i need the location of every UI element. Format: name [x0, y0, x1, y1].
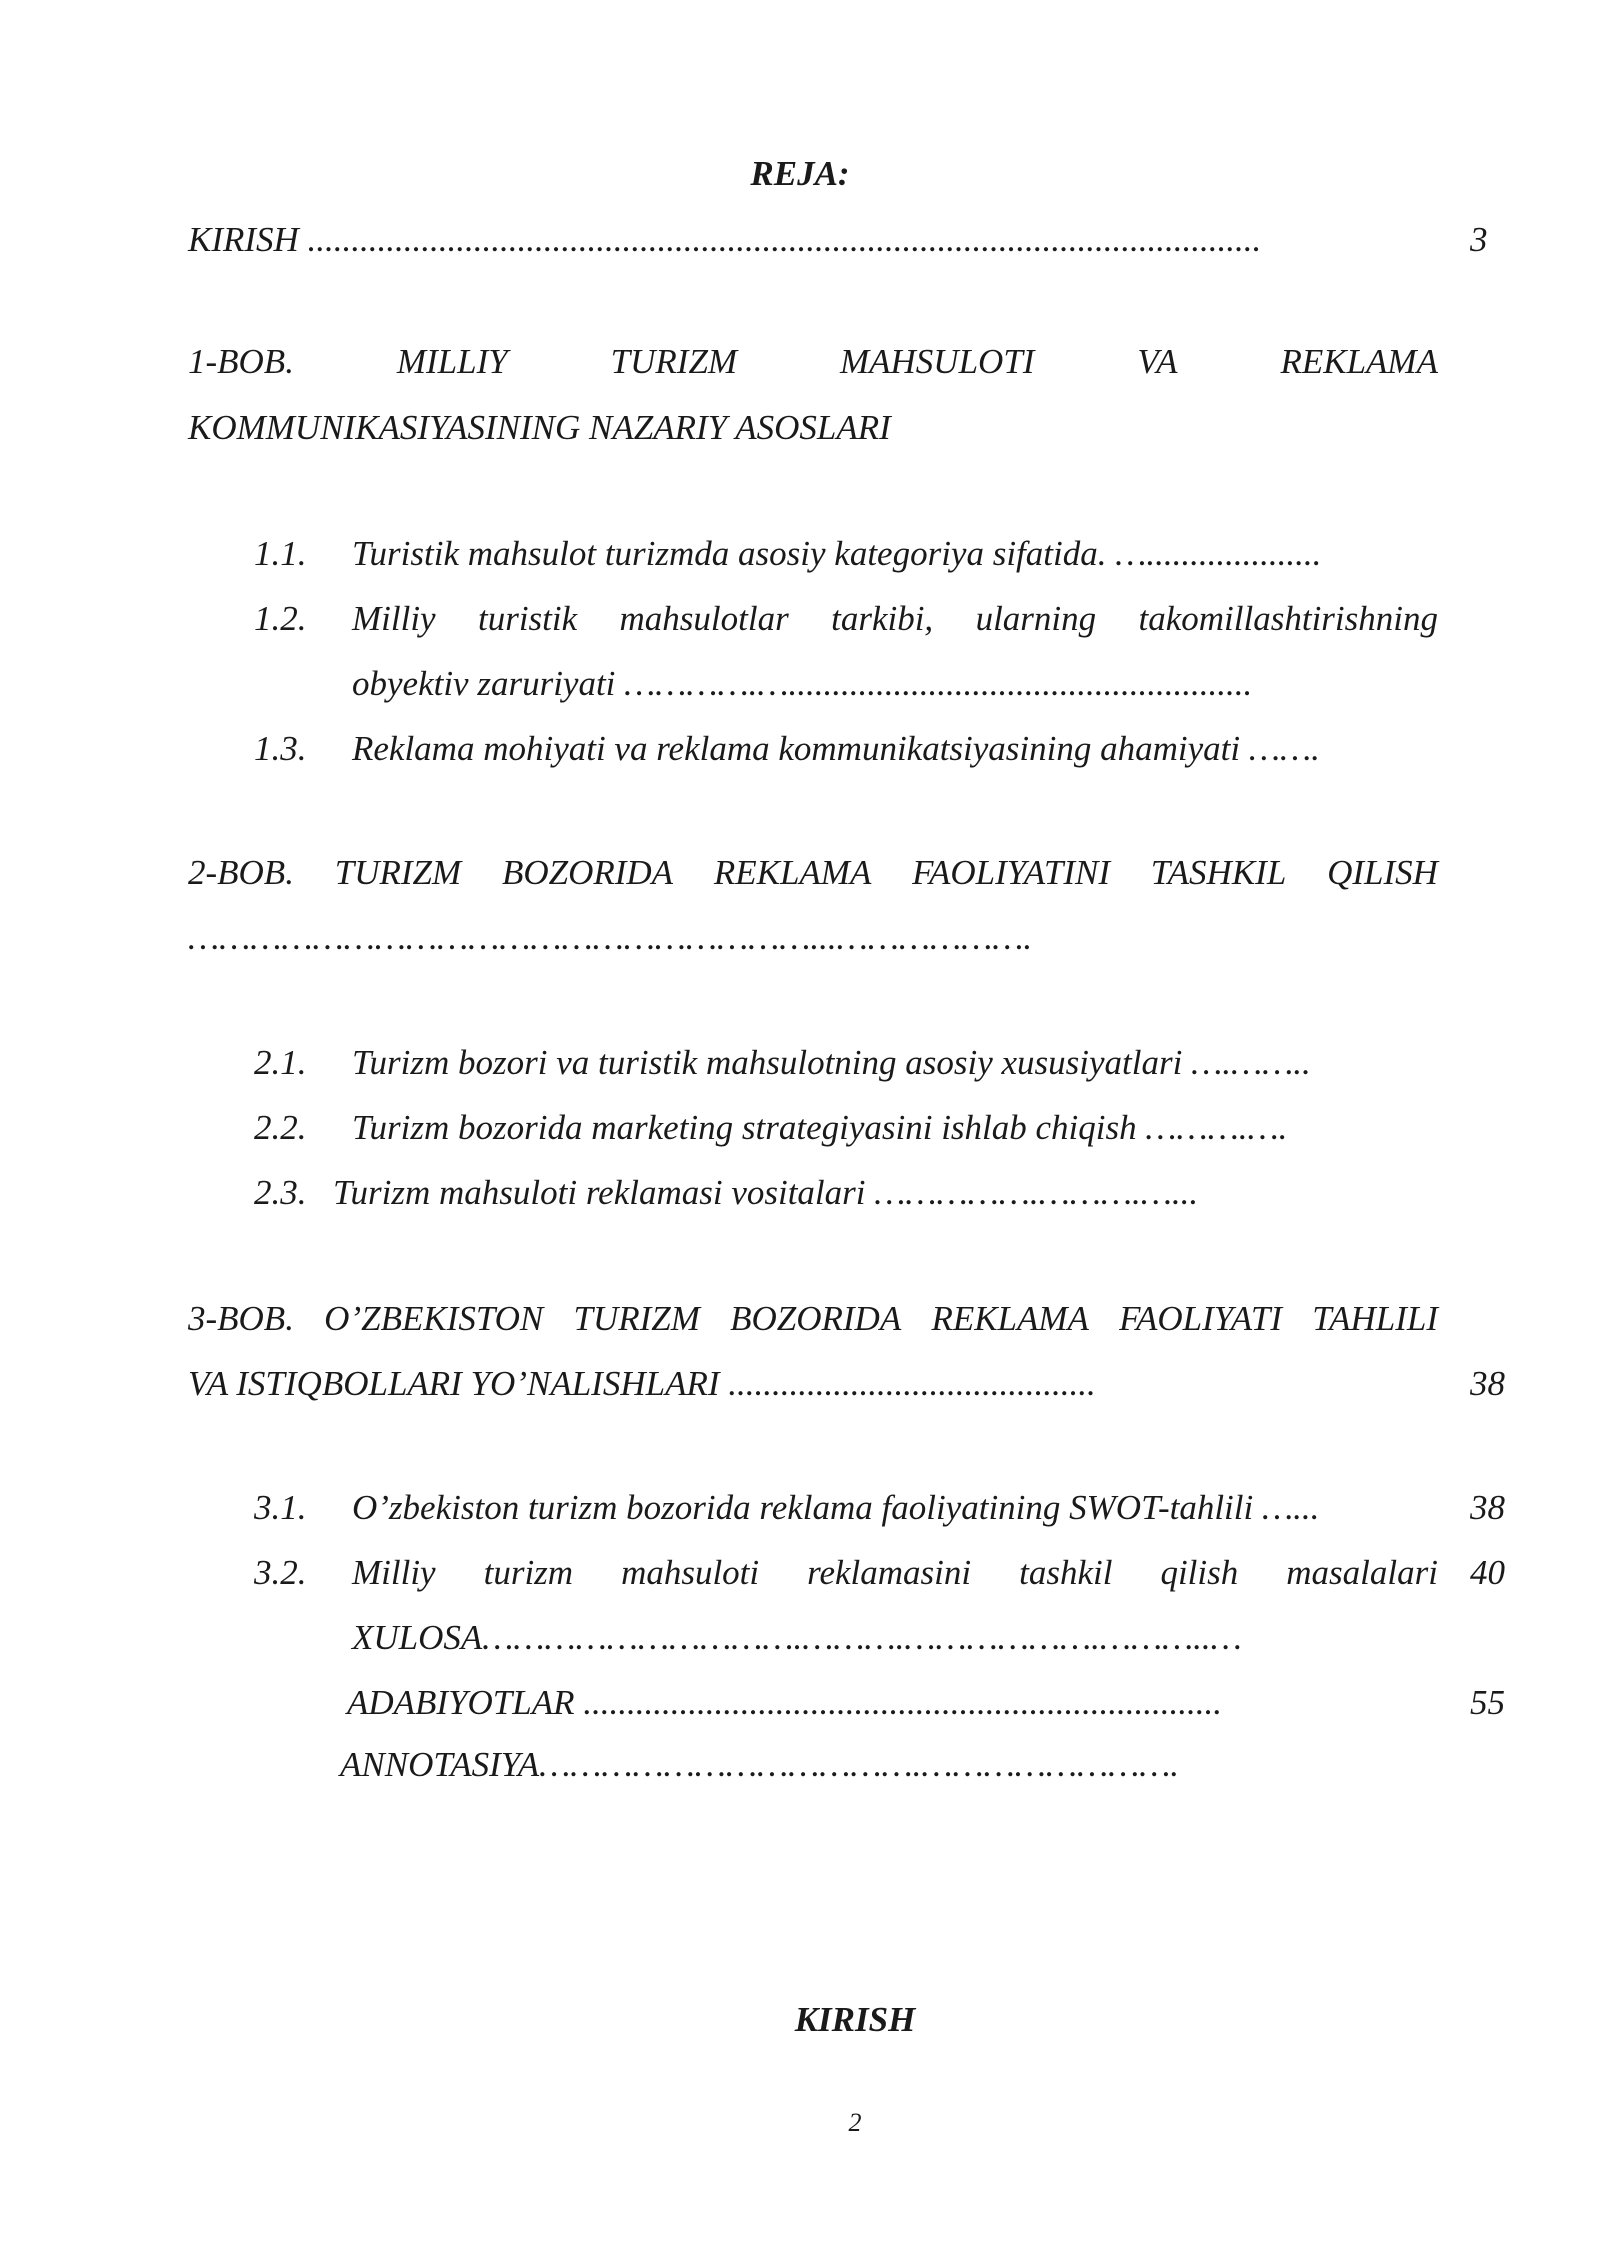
toc-item-word: mahsulotlar — [619, 599, 789, 638]
chapter-3-word: TURIZM — [573, 1299, 700, 1338]
chapter-2-word: TASHKIL — [1150, 853, 1287, 892]
toc-entry-kirish: KIRISH ............................................................................................................. — [188, 220, 1262, 259]
toc-page-kirish: 3 — [1470, 220, 1488, 259]
chapter-3-word: FAOLIYATI — [1119, 1299, 1283, 1338]
toc-item-word: takomillashtirishning — [1138, 599, 1438, 638]
toc-item-word: turizm — [483, 1553, 574, 1592]
chapter-2-heading — [188, 851, 1438, 895]
toc-page-3-1: 38 — [1470, 1488, 1505, 1527]
toc-item-word: tashkil — [1019, 1553, 1113, 1592]
toc-item-number: 1.2. — [254, 599, 307, 638]
toc-item-text-cont: obyektiv zaruriyati ………….…..................................................... — [352, 664, 1253, 703]
toc-item-word: turistik — [477, 599, 578, 638]
toc-item-number: 2.2. — [254, 1108, 307, 1147]
toc-page-3-2: 40 — [1470, 1553, 1505, 1592]
toc-item-text — [352, 1551, 1438, 1595]
chapter-1-word: 1-BOB. — [188, 342, 294, 381]
section-heading: KIRISH — [794, 2000, 916, 2039]
toc-entry-annotasiya: ANNOTASIYA……………………………….……………………. — [340, 1745, 1180, 1784]
chapter-1-heading-cont: KOMMUNIKASIYASINING NAZARIY ASOSLARI — [188, 408, 891, 447]
toc-item-number: 2.3. — [254, 1173, 307, 1212]
toc-item-word: qilish — [1160, 1553, 1239, 1592]
chapter-2-word: TURIZM — [334, 853, 462, 892]
toc-item-text: Turizm bozorida marketing strategiyasini ishlab chiqish ……….…. — [352, 1108, 1288, 1147]
toc-item-word: reklamasini — [807, 1553, 972, 1592]
chapter-3-heading-cont: VA ISTIQBOLLARI YO’NALISHLARI .......................................... — [188, 1364, 1096, 1403]
toc-item-number: 1.1. — [254, 534, 307, 573]
chapter-2-word: REKLAMA — [713, 853, 872, 892]
chapter-1-word: MAHSULOTI — [840, 342, 1035, 381]
chapter-3-word: O’ZBEKISTON — [324, 1299, 544, 1338]
toc-item-word: Milliy — [352, 599, 436, 638]
toc-item-text: Turizm mahsuloti reklamasi vositalari …………….……….…... — [333, 1173, 1199, 1212]
chapter-3-word: 3-BOB. — [188, 1299, 294, 1338]
toc-item-text: O’zbekiston turizm bozorida reklama faoliyatining SWOT-tahlili …... — [352, 1488, 1320, 1527]
toc-item-text: Turistik mahsulot turizmda asosiy kategoriya sifatida. ….................... — [352, 534, 1322, 573]
toc-item-word: mahsuloti — [621, 1553, 760, 1592]
toc-entry-adabiyotlar: ADABIYOTLAR ......................................................................... — [347, 1683, 1222, 1722]
page-number: 2 — [848, 2108, 862, 2137]
toc-item-text: Reklama mohiyati va reklama kommunikatsiyasining ahamiyati ……. — [352, 729, 1320, 768]
chapter-1-heading — [188, 340, 1438, 384]
chapter-3-word: BOZORIDA — [730, 1299, 902, 1338]
chapter-2-heading-cont: ……………………………………………………...………………. — [188, 918, 1033, 957]
toc-page-chapter-3: 38 — [1470, 1364, 1505, 1403]
toc-entry-xulosa: XULOSA………………………….……….……………….………..… — [352, 1618, 1242, 1657]
toc-item-word: ularning — [975, 599, 1097, 638]
toc-item-number: 3.1. — [254, 1488, 307, 1527]
chapter-1-word: REKLAMA — [1280, 342, 1438, 381]
chapter-3-word: REKLAMA — [931, 1299, 1089, 1338]
toc-item-number: 3.2. — [254, 1553, 307, 1592]
chapter-2-word: QILISH — [1327, 853, 1438, 892]
toc-item-number: 1.3. — [254, 729, 307, 768]
chapter-2-word: BOZORIDA — [501, 853, 674, 892]
toc-item-word: Milliy — [352, 1553, 436, 1592]
toc-page-adabiyotlar: 55 — [1470, 1683, 1505, 1722]
chapter-2-word: FAOLIYATINI — [912, 853, 1110, 892]
toc-item-text: Turizm bozori va turistik mahsulotning asosiy xususiyatlari ….…….. — [352, 1043, 1311, 1082]
toc-title: REJA: — [750, 154, 850, 193]
chapter-1-word: VA — [1137, 342, 1178, 381]
chapter-3-heading — [188, 1297, 1438, 1341]
toc-item-text — [352, 597, 1438, 641]
chapter-1-word: MILLIY — [396, 342, 508, 381]
toc-item-word: tarkibi, — [831, 599, 934, 638]
toc-item-word: masalalari — [1286, 1553, 1438, 1592]
chapter-3-word: TAHLILI — [1312, 1299, 1438, 1338]
toc-item-number: 2.1. — [254, 1043, 307, 1082]
chapter-2-word: 2-BOB. — [188, 853, 294, 892]
chapter-1-word: TURIZM — [610, 342, 738, 381]
